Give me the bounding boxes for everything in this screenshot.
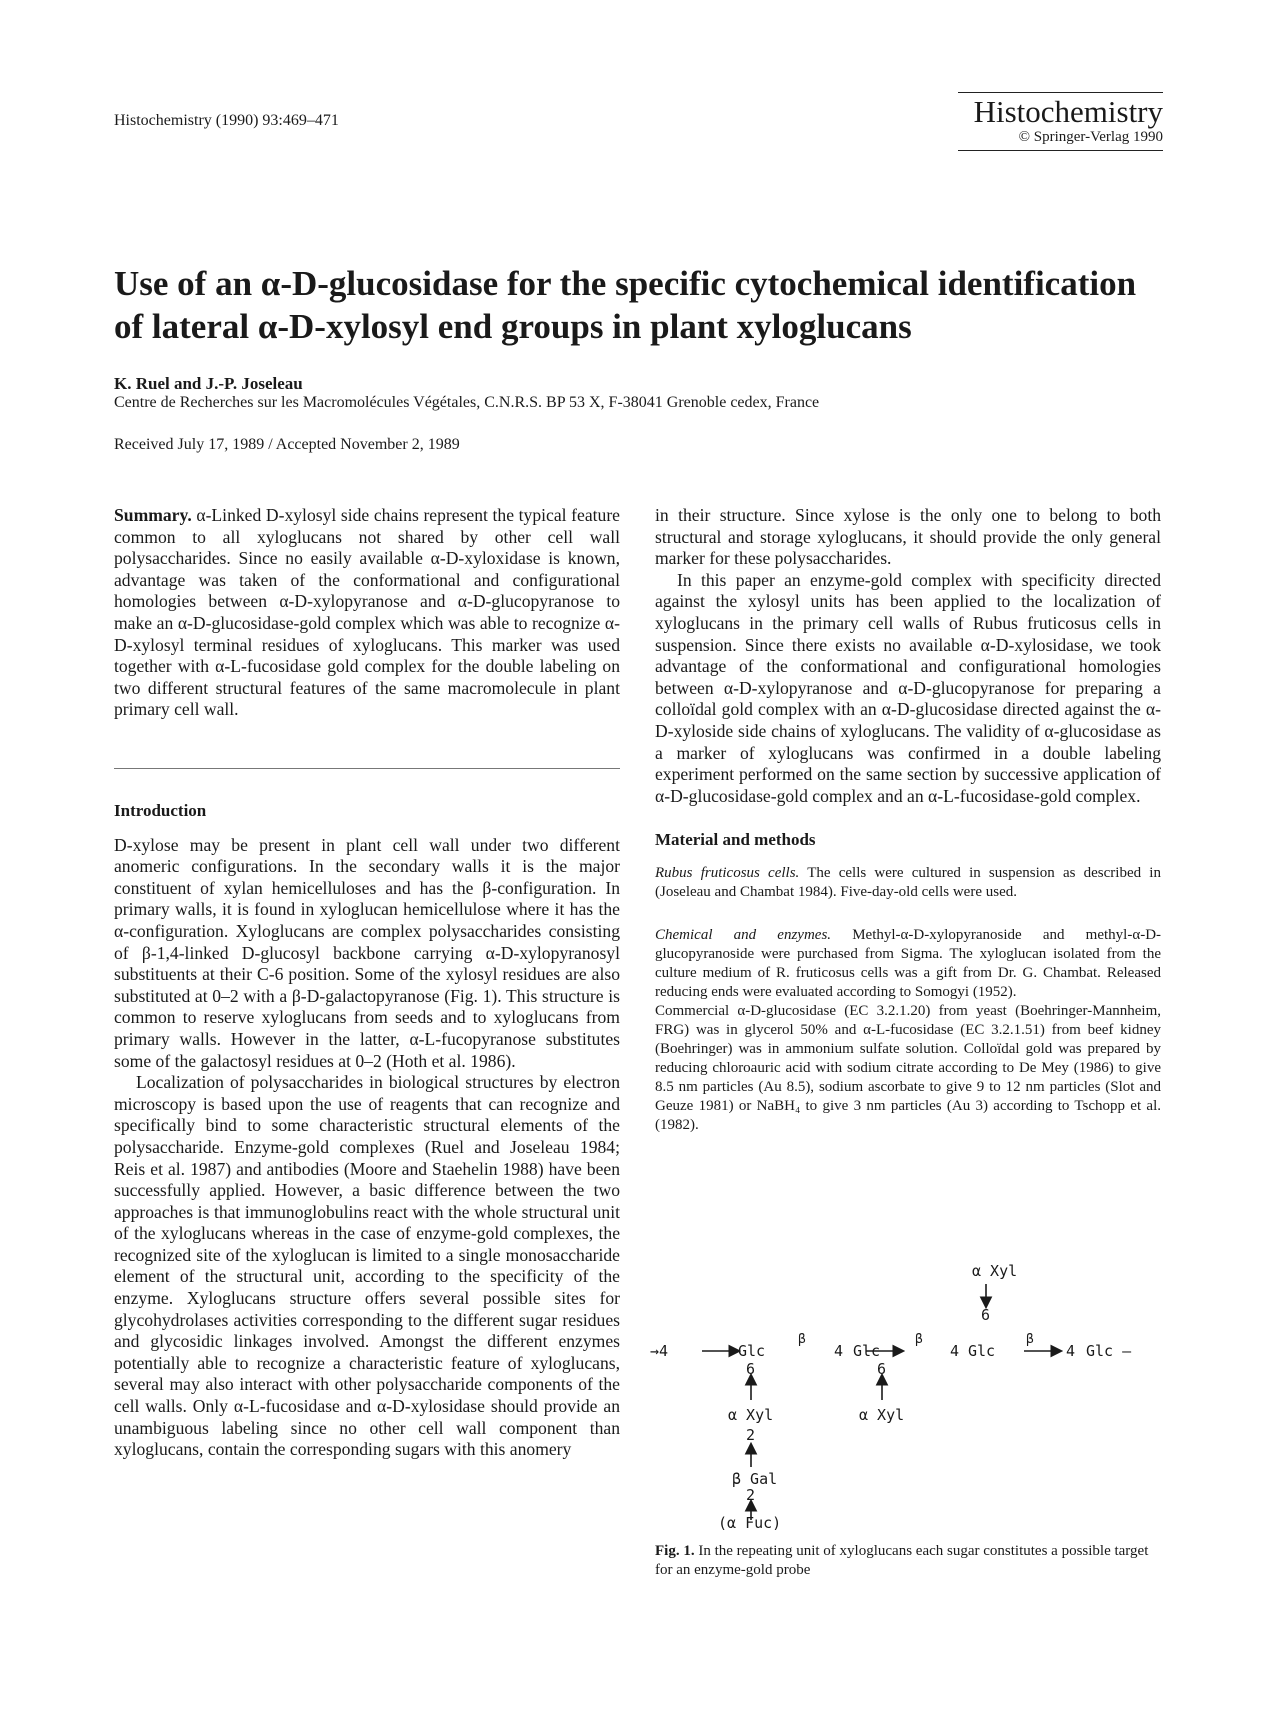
link-2-b: 2 [746, 1486, 756, 1504]
journal-citation: Histochemistry (1990) 93:469–471 [114, 112, 339, 129]
journal-masthead [958, 92, 1163, 151]
left-column [114, 505, 620, 721]
fuc: (α Fuc) [718, 1514, 782, 1532]
figure-caption [655, 1542, 1161, 1580]
glc-1: Glc [738, 1342, 766, 1360]
summary-label: Summary. [114, 505, 192, 525]
chem-label: Chemical and enzymes. [655, 926, 832, 943]
caption-label: Fig. 1. [655, 1543, 695, 1559]
rubus-paragraph [655, 864, 1161, 902]
journal-name: Histochemistry [973, 94, 1163, 129]
link-2-a: 2 [746, 1426, 756, 1444]
glc-3: Glc [968, 1342, 996, 1360]
summary [114, 505, 620, 721]
four-4: 4 [1066, 1342, 1076, 1360]
xyl-top: α Xyl [972, 1262, 1018, 1280]
affiliation: Centre de Recherches sur les Macromolécules Végétales, C.N.R.S. BP 53 X, F-38041 Grenoble cedex, France [114, 394, 820, 411]
right-paragraph-2: In this paper an enzyme-gold complex with specificity directed against the xylosyl units has been applied to the localization of xyloglucans in the primary cell walls of Rubus fruticosus cells in suspension. Since there exists no available α-D-xylosidase, we took advantage of the conformational and configurational homologies between α-D-xylopyranose and α-D-glucopyranose for preparing a colloïdal gold complex with an α-D-glucosidase directed against the α-D-xyloside side chains of xyloglucans. The validity of α-glucosidase as a marker of xyloglucans was confirmed in a double labeling experiment performed on the same section by successive application of α-D-glucosidase-gold complex and an α-L-fucosidase-gold complex. [655, 569, 1161, 806]
intro-paragraph-1: D-xylose may be present in plant cell wall under two different anomeric configurations. In the secondary walls it is the major constituent of xylan hemicelluloses and has the β-configuration. In primary walls, it is found in xyloglucan hemicellulose where it has the α-configuration. Xyloglucans are complex polysaccharides consisting of β-1,4-linked D-glucosyl backbone carrying α-D-xylopyranosyl substituents at their C-6 position. Some of the xylosyl residues are also substituted at 0–2 with a β-D-galactopyranose (Fig. 1). This structure is common to reserve xyloglucans from seeds and to xyloglucans from primary walls. However in the latter, α-L-fucopyranose substitutes some of the galactosyl residues at 0–2 (Hoth et al. 1986). [114, 834, 620, 1071]
gal: β Gal [732, 1470, 778, 1488]
right-column [655, 505, 1161, 1135]
summary-text: α-Linked D-xylosyl side chains represent the typical feature common to all xyloglucans not shared by other cell wall polysaccharides. Since no easily available α-D-xyloxidase is known, advantage was taken of the conformational and configurational homologies between α-D-xylopyranose and α-D-glucopyranose to make an α-D-glucosidase-gold complex which was able to recognize α-D-xylosyl terminal residues of xyloglucans. This marker was used together with α-L-fucosidase gold complex for the double labeling on two different structural features of the same macromolecule in plant primary cell wall. [114, 505, 620, 720]
glc-2: Glc [853, 1342, 881, 1360]
rubus-text: The cells were cultured in suspension as described in (Joseleau and Chambat 1984). Five-day-old cells were used. [655, 864, 1161, 900]
beta-1: β [798, 1332, 806, 1347]
introduction-heading: Introduction [114, 801, 207, 820]
beta-3: β [1026, 1332, 1034, 1347]
xyl-a: α Xyl [728, 1406, 774, 1424]
introduction-section [114, 800, 620, 1461]
four-3: 4 [950, 1342, 960, 1360]
diagram-arrows [650, 1262, 1170, 1532]
title-line-2: of lateral α-D-xylosyl end groups in plant xyloglucans [114, 307, 912, 346]
received-dates: Received July 17, 1989 / Accepted November 2, 1989 [114, 436, 460, 453]
commercial-paragraph: Commercial α-D-glucosidase (EC 3.2.1.20) from yeast (Boehringer-Mannheim, FRG) was in glycerol 50% and α-L-fucosidase (EC 3.2.1.51) from beef kidney (Boehringer) was in ammonium sulfate solution. Colloïdal gold was prepared by reducing chloroauric acid with sodium citrate according to De Mey (1986) to give 8.5 nm particles (Au 8.5), sodium ascorbate to give 9 to 12 nm particles (Slot and Geuze 1981) or NaBH₄ to give 3 nm particles (Au 3) according to Tschopp et al. (1982). [655, 1002, 1161, 1133]
link-6-top: 6 [981, 1306, 991, 1324]
xyloglucan-structure-diagram [650, 1262, 1170, 1532]
caption-text: In the repeating unit of xyloglucans each sugar constitutes a possible target for an enzyme-gold probe [655, 1543, 1149, 1578]
backbone-start: →4 [650, 1342, 669, 1360]
title-line-1: Use of an α-D-glucosidase for the specific cytochemical identification [114, 264, 1137, 303]
methods-heading: Material and methods [655, 830, 816, 850]
right-paragraph-1: in their structure. Since xylose is the only one to belong to both structural and storage xyloglucans, it should provide the only general marker for these polysaccharides. [655, 505, 1161, 569]
link-6-b: 6 [877, 1360, 887, 1378]
authors: K. Ruel and J.-P. Joseleau [114, 374, 303, 393]
beta-2: β [915, 1332, 923, 1347]
section-divider [114, 768, 620, 769]
intro-paragraph-2: Localization of polysaccharides in biological structures by electron microscopy is based upon the use of reagents that can recognize and specifically bind to some characteristic structural elements of the polysaccharide. Enzyme-gold complexes (Ruel and Joseleau 1984; Reis et al. 1987) and antibodies (Moore and Staehelin 1988) have been successfully applied. However, a basic difference between the two approaches is that immunoglobulins react with the whole structural unit of the xyloglucans whereas in the case of enzyme-gold complexes, the recognized site of the xyloglucan is limited to a single monosaccharide element of the structural unit, according to the specificity of the enzyme. Xyloglucans structure offers several possible sites for glycohydrolases activities corresponding to the different sugar residues and glycosidic linkages involved. Amongst the different enzymes potentially able to recognize a characteristic feature of xyloglucans, several may also interact with other polysaccharide components of the cell walls. Only α-L-fucosidase and α-D-xylosidase should provide an unambiguous labeling since no other cell wall component than xyloglucans, contain the corresponding sugars with this anomery [114, 1072, 620, 1460]
chem-text: Methyl-α-D-xylopyranoside and methyl-α-D-glucopyranoside were purchased from Sigma. The xyloglucan isolated from the culture medium of R. fruticosus cells was a gift from Dr. G. Chambat. Released reducing ends were evaluated according to Somogyi (1952). [655, 926, 1162, 1000]
chemicals-paragraph [655, 926, 1161, 1002]
copyright: © Springer-Verlag 1990 [1018, 129, 1163, 145]
glc-4: Glc – [1086, 1342, 1132, 1360]
rubus-label: Rubus fruticosus cells. [655, 864, 800, 881]
four-2: 4 [834, 1342, 844, 1360]
link-6-a: 6 [746, 1360, 756, 1378]
xyl-b: α Xyl [859, 1406, 905, 1424]
article-title [114, 262, 1174, 348]
